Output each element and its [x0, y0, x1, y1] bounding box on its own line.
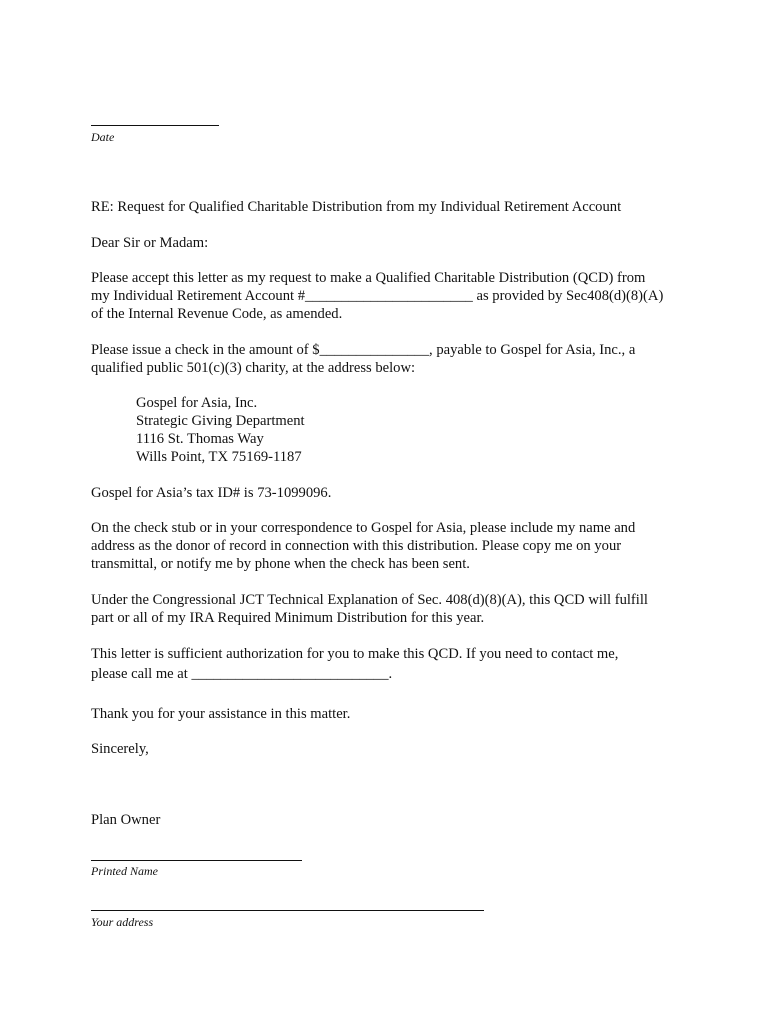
para2-line-1: Please issue a check in the amount of $_______________, payable to Gospel for Asia, Inc., a	[91, 342, 636, 358]
printed-name-label: Printed Name	[91, 864, 158, 878]
para2-line-2: qualified public 501(c)(3) charity, at the address below:	[91, 360, 416, 376]
para5-line-2: please call me at ___________________________.	[91, 666, 393, 682]
your-address-label: Your address	[91, 915, 154, 929]
para1-line-1: Please accept this letter as my request to make a Qualified Charitable Distribution (QCD) from	[91, 270, 646, 286]
salutation: Dear Sir or Madam:	[91, 235, 209, 251]
printed-name-line	[91, 860, 302, 861]
date-label: Date	[91, 130, 115, 144]
tax-id-line: Gospel for Asia’s tax ID# is 73-1099096.	[91, 485, 332, 501]
closing-line: Sincerely,	[91, 741, 149, 757]
address-line-4: Wills Point, TX 75169-1187	[136, 449, 302, 465]
para1-line-2: my Individual Retirement Account #_______________________ as provided by Sec408(d)(8)(A)	[91, 288, 664, 304]
address-line-2: Strategic Giving Department	[136, 413, 305, 429]
address-signature-line	[91, 910, 484, 911]
para4-line-2: part or all of my IRA Required Minimum Distribution for this year.	[91, 610, 485, 626]
para3-line-3: transmittal, or notify me by phone when the check has been sent.	[91, 556, 470, 572]
address-line-3: 1116 St. Thomas Way	[136, 431, 264, 447]
para5-line-1: This letter is sufficient authorization for you to make this QCD. If you need to contact me,	[91, 646, 619, 662]
para4-line-1: Under the Congressional JCT Technical Explanation of Sec. 408(d)(8)(A), this QCD will fulfill	[91, 592, 648, 608]
para1-line-3: of the Internal Revenue Code, as amended.	[91, 306, 343, 322]
subject-line: RE: Request for Qualified Charitable Distribution from my Individual Retirement Account	[91, 199, 622, 215]
para3-line-1: On the check stub or in your correspondence to Gospel for Asia, please include my name and	[91, 520, 636, 536]
para3-line-2: address as the donor of record in connection with this distribution. Please copy me on your	[91, 538, 622, 554]
signer-title: Plan Owner	[91, 812, 161, 828]
thanks-line: Thank you for your assistance in this matter.	[91, 706, 351, 722]
address-line-1: Gospel for Asia, Inc.	[136, 395, 258, 411]
date-signature-line	[91, 125, 219, 126]
